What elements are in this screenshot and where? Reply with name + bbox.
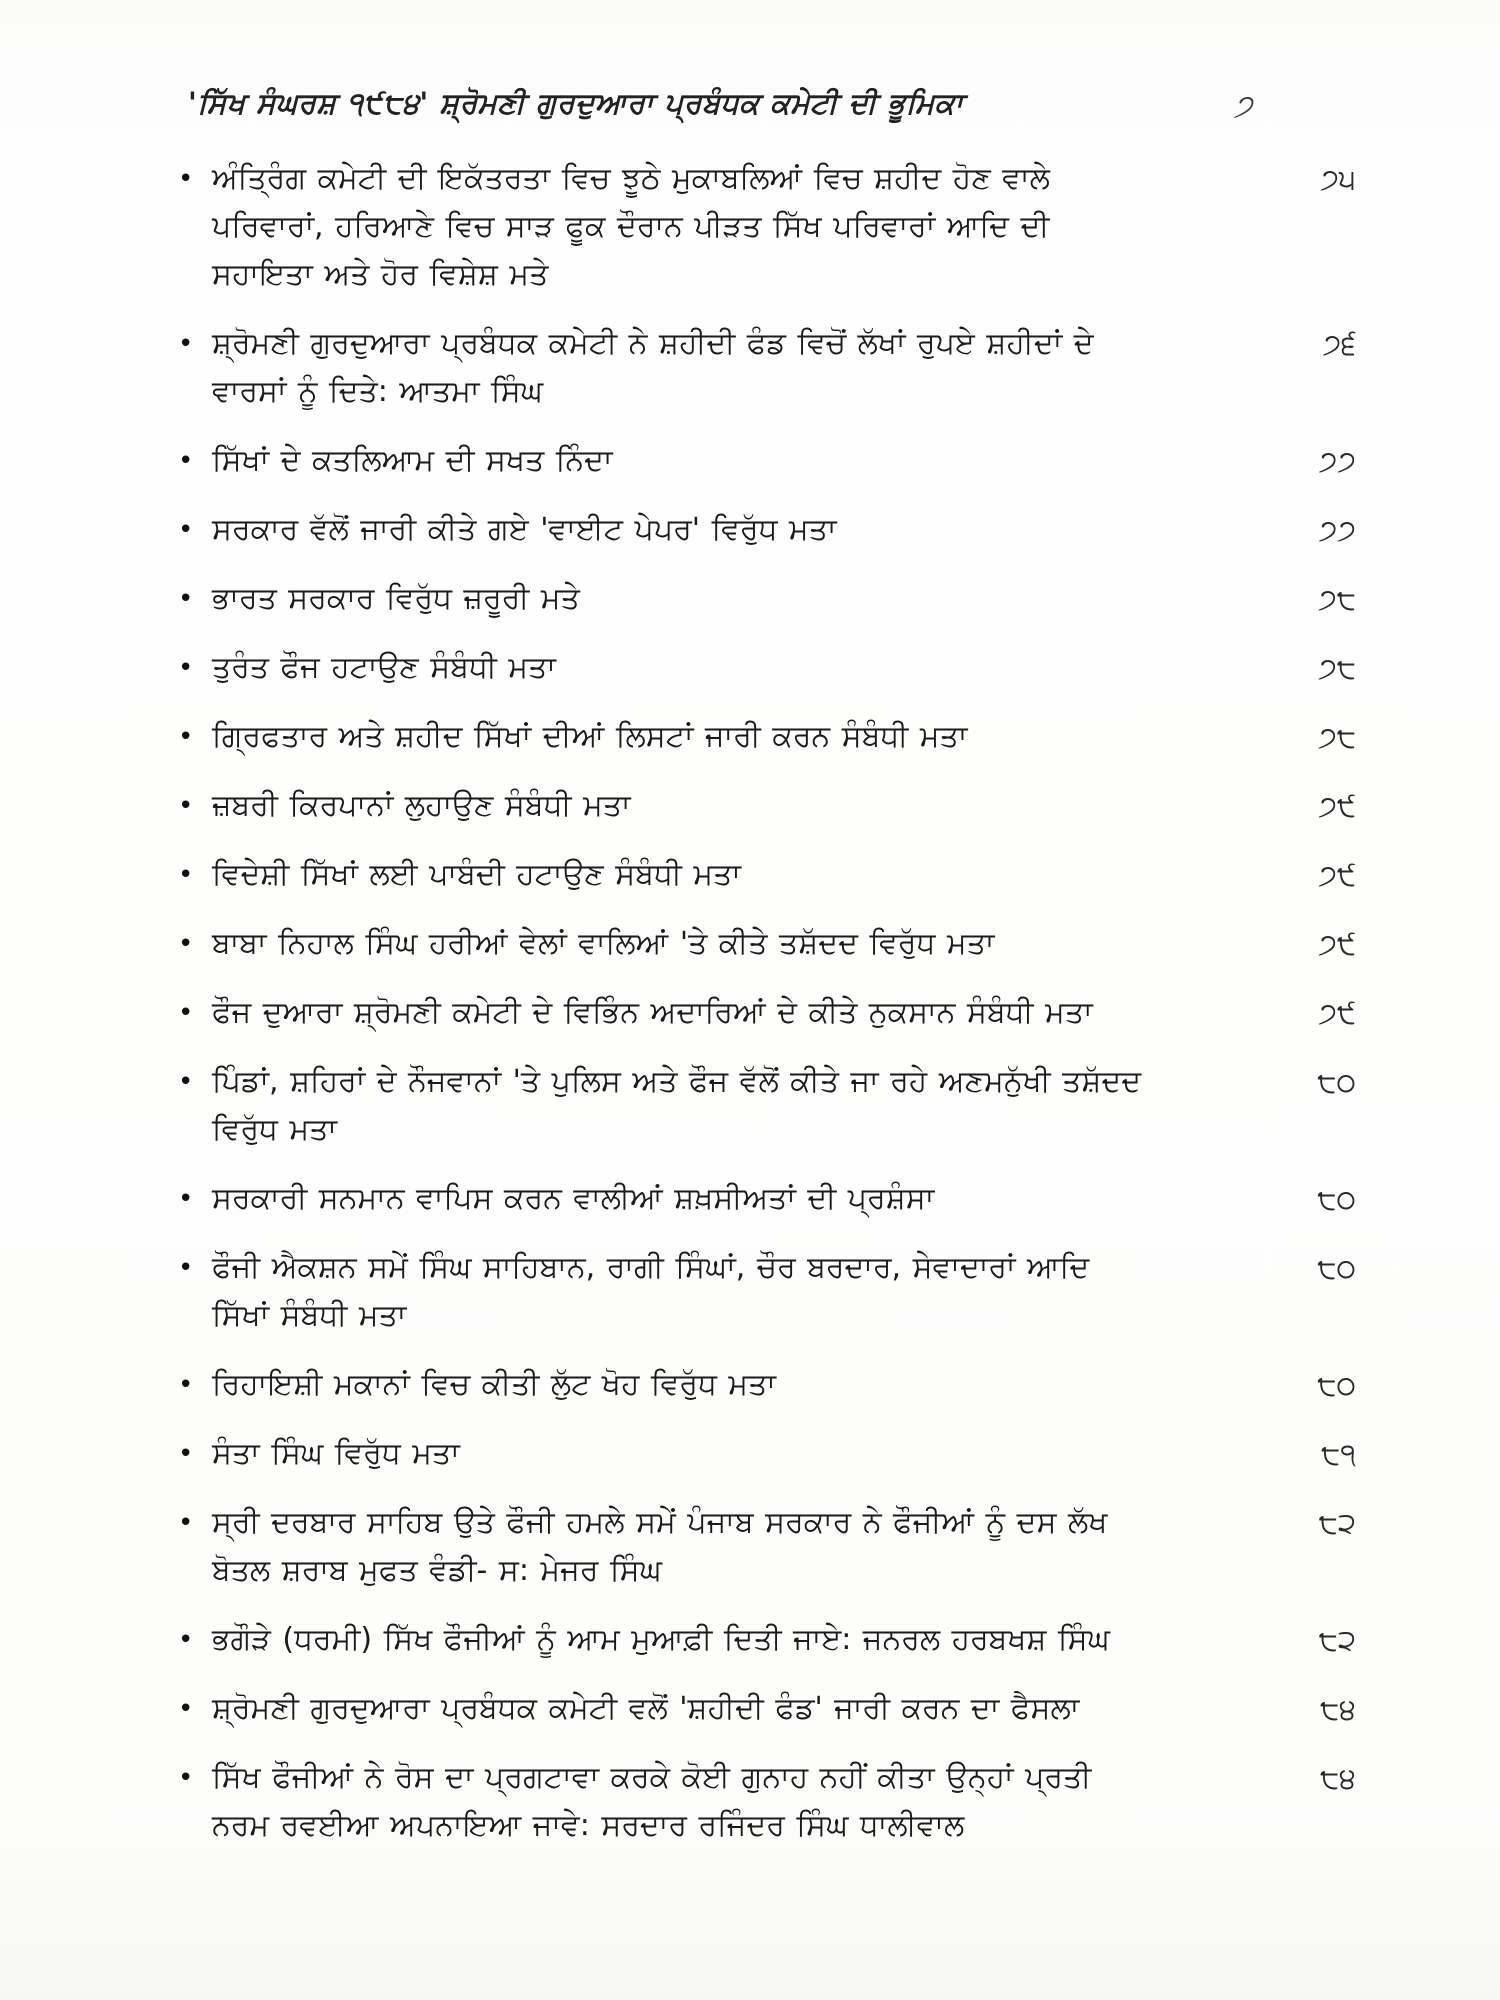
bullet-icon xyxy=(178,782,212,830)
bullet-icon xyxy=(178,1175,212,1223)
bullet-icon xyxy=(178,1244,212,1292)
bullet-icon xyxy=(178,644,212,692)
toc-item-page-number: ੭੯ xyxy=(1318,996,1356,1030)
toc-item-text: ਭਾਰਤ ਸਰਕਾਰ ਵਿਰੁੱਧ ਜ਼ਰੂਰੀ ਮਤੇ xyxy=(212,581,580,616)
toc-item-page-number: ੭੮ xyxy=(1318,651,1356,685)
toc-item-text: ਸਰਕਾਰ ਵੱਲੋਂ ਜਾਰੀ ਕੀਤੇ ਗਏ 'ਵਾਈਟ ਪੇਪਰ' ਵਿਰੁੱਧ ਮਤਾ xyxy=(212,512,837,547)
toc-row xyxy=(178,320,1370,416)
toc-item-text: ਸਰਕਾਰੀ ਸਨਮਾਨ ਵਾਪਿਸ ਕਰਨ ਵਾਲੀਆਂ ਸ਼ਖ਼ਸੀਅਤਾਂ ਦੀ ਪ੍ਰਸ਼ੰਸਾ xyxy=(212,1181,935,1216)
toc-item-text: ਗ੍ਰਿਫਤਾਰ ਅਤੇ ਸ਼ਹੀਦ ਸਿੱਖਾਂ ਦੀਆਂ ਲਿਸਟਾਂ ਜਾਰੀ ਕਰਨ ਸੰਬੰਧੀ ਮਤਾ xyxy=(212,719,968,754)
bullet-icon xyxy=(178,1685,212,1733)
toc-item-text: ਭਗੌੜੇ (ਧਰਮੀ) ਸਿੱਖ ਫੌਜੀਆਂ ਨੂੰ ਆਮ ਮੁਆਫ਼ੀ ਦਿਤੀ ਜਾਏ: ਜਨਰਲ ਹਰਬਖਸ਼ ਸਿੰਘ xyxy=(212,1622,1110,1657)
bullet-icon xyxy=(178,1361,212,1409)
toc-row xyxy=(178,1499,1370,1595)
toc-item-text: ਜ਼ਬਰੀ ਕਿਰਪਾਨਾਂ ਲੁਹਾਉਣ ਸੰਬੰਧੀ ਮਤਾ xyxy=(212,788,631,823)
toc-item-text: ਤੁਰੰਤ ਫੌਜ ਹਟਾਉਣ ਸੰਬੰਧੀ ਮਤਾ xyxy=(212,650,556,685)
toc-item-text: ਸ਼੍ਰੋਮਣੀ ਗੁਰਦੁਆਰਾ ਪ੍ਰਬੰਧਕ ਕਮੇਟੀ ਨੇ ਸ਼ਹੀਦੀ ਫੰਡ ਵਿਚੋਂ ਲੱਖਾਂ ਰੁਪਏ ਸ਼ਹੀਦਾਂ ਦੇ ਵਾਰਸਾਂ ਨੂੰ ਦਿਤੇ: ਆਤਮਾ ਸਿੰਘ xyxy=(212,326,1094,409)
toc-item-text: ਬਾਬਾ ਨਿਹਾਲ ਸਿੰਘ ਹਰੀਆਂ ਵੇਲਾਂ ਵਾਲਿਆਂ 'ਤੇ ਕੀਤੇ ਤਸ਼ੱਦਦ ਵਿਰੁੱਧ ਮਤਾ xyxy=(212,926,995,961)
toc-item-text: ਸ੍ਰੀ ਦਰਬਾਰ ਸਾਹਿਬ ਉਤੇ ਫੌਜੀ ਹਮਲੇ ਸਮੇਂ ਪੰਜਾਬ ਸਰਕਾਰ ਨੇ ਫੌਜੀਆਂ ਨੂੰ ਦਸ ਲੱਖ ਬੋਤਲ ਸ਼ਰਾਬ ਮੁਫਤ ਵੰਡੀ- ਸ: ਮੇਜਰ ਸਿੰਘ xyxy=(212,1505,1108,1588)
toc-row xyxy=(178,851,1370,899)
toc-item-text: ਸਿੱਖ ਫੌਜੀਆਂ ਨੇ ਰੋਸ ਦਾ ਪ੍ਰਗਟਾਵਾ ਕਰਕੇ ਕੋਈ ਗੁਨਾਹ ਨਹੀਂ ਕੀਤਾ ਉਨ੍ਹਾਂ ਪ੍ਰਤੀ ਨਰਮ ਰਵਈਆ ਅਪਨਾਇਆ ਜਾਵੇ: ਸਰਦਾਰ ਰਜਿੰਦਰ ਸਿੰਘ ਧਾਲੀਵਾਲ xyxy=(212,1760,1092,1843)
toc-row xyxy=(178,1754,1370,1850)
toc-row xyxy=(178,155,1370,299)
chapter-title: 'ਸਿੱਖ ਸੰਘਰਸ਼ ੧੯੮੪' ਸ਼੍ਰੋਮਣੀ ਗੁਰਦੁਆਰਾ ਪ੍ਰਬੰਧਕ ਕਮੇਟੀ ਦੀ ਭੂਮਿਕਾ xyxy=(188,86,964,120)
toc-item-page-number: ੭੯ xyxy=(1318,789,1356,823)
toc-row xyxy=(178,713,1370,761)
toc-row xyxy=(178,989,1370,1037)
toc-item-page-number: ੭੮ xyxy=(1318,720,1356,754)
toc-item-page-number: ੮੪ xyxy=(1320,1761,1356,1795)
toc-row xyxy=(178,1175,1370,1223)
page-header xyxy=(0,0,1500,125)
toc-row xyxy=(178,644,1370,692)
toc-item-page-number: ੭੭ xyxy=(1318,444,1356,478)
toc-item-text: ਰਿਹਾਇਸ਼ੀ ਮਕਾਨਾਂ ਵਿਚ ਕੀਤੀ ਲੁੱਟ ਖੋਹ ਵਿਰੁੱਧ ਮਤਾ xyxy=(212,1367,776,1402)
toc-row xyxy=(178,920,1370,968)
toc-item-page-number: ੭੯ xyxy=(1318,858,1356,892)
toc-item-page-number: ੭੭ xyxy=(1318,513,1356,547)
bullet-icon xyxy=(178,320,212,368)
bullet-icon xyxy=(178,1058,212,1106)
toc-row xyxy=(178,1058,1370,1154)
toc-item-page-number: ੮੦ xyxy=(1317,1065,1356,1099)
toc-item-page-number: ੭੮ xyxy=(1318,582,1356,616)
bullet-icon xyxy=(178,575,212,623)
toc-item-page-number: ੭੫ xyxy=(1320,162,1356,196)
table-of-contents xyxy=(0,155,1500,1850)
bullet-icon xyxy=(178,989,212,1037)
bullet-icon xyxy=(178,1754,212,1802)
toc-item-page-number: ੮੨ xyxy=(1318,1623,1356,1657)
bullet-icon xyxy=(178,713,212,761)
toc-item-text: ਸ਼੍ਰੋਮਣੀ ਗੁਰਦੁਆਰਾ ਪ੍ਰਬੰਧਕ ਕਮੇਟੀ ਵਲੋਂ 'ਸ਼ਹੀਦੀ ਫੰਡ' ਜਾਰੀ ਕਰਨ ਦਾ ਫੈਸਲਾ xyxy=(212,1691,1080,1726)
bullet-icon xyxy=(178,920,212,968)
toc-item-page-number: ੮੨ xyxy=(1318,1506,1356,1540)
toc-item-text: ਪਿੰਡਾਂ, ਸ਼ਹਿਰਾਂ ਦੇ ਨੌਜਵਾਨਾਂ 'ਤੇ ਪੁਲਿਸ ਅਤੇ ਫੌਜ ਵੱਲੋਂ ਕੀਤੇ ਜਾ ਰਹੇ ਅਣਮਨੁੱਖੀ ਤਸ਼ੱਦਦ ਵਿਰੁੱਧ ਮਤਾ xyxy=(212,1064,1142,1147)
toc-item-page-number: ੮੦ xyxy=(1317,1251,1356,1285)
toc-row xyxy=(178,1430,1370,1478)
toc-row xyxy=(178,506,1370,554)
toc-row xyxy=(178,1616,1370,1664)
toc-item-text: ਵਿਦੇਸ਼ੀ ਸਿੱਖਾਂ ਲਈ ਪਾਬੰਦੀ ਹਟਾਉਣ ਸੰਬੰਧੀ ਮਤਾ xyxy=(212,857,741,892)
toc-row xyxy=(178,575,1370,623)
toc-row xyxy=(178,782,1370,830)
toc-item-page-number: ੮੦ xyxy=(1317,1182,1356,1216)
toc-item-page-number: ੮੦ xyxy=(1317,1368,1356,1402)
bullet-icon xyxy=(178,506,212,554)
toc-item-text: ਸਿੱਖਾਂ ਦੇ ਕਤਲਿਆਮ ਦੀ ਸਖਤ ਨਿੰਦਾ xyxy=(212,443,613,478)
folio-page-number: ੭ xyxy=(1231,88,1254,125)
toc-item-page-number: ੮੪ xyxy=(1320,1692,1356,1726)
toc-item-page-number: ੭੯ xyxy=(1318,927,1356,961)
toc-row xyxy=(178,1361,1370,1409)
toc-item-text: ਸੰਤਾ ਸਿੰਘ ਵਿਰੁੱਧ ਮਤਾ xyxy=(212,1436,460,1471)
toc-item-page-number: ੮੧ xyxy=(1321,1437,1356,1471)
bullet-icon xyxy=(178,437,212,485)
bullet-icon xyxy=(178,155,212,203)
toc-row xyxy=(178,1685,1370,1733)
toc-row xyxy=(178,1244,1370,1340)
bullet-icon xyxy=(178,1430,212,1478)
bullet-icon xyxy=(178,1616,212,1664)
toc-item-text: ਫੌਜੀ ਐਕਸ਼ਨ ਸਮੇਂ ਸਿੰਘ ਸਾਹਿਬਾਨ, ਰਾਗੀ ਸਿੰਘਾਂ, ਚੌਰ ਬਰਦਾਰ, ਸੇਵਾਦਾਰਾਂ ਆਦਿ ਸਿੱਖਾਂ ਸੰਬੰਧੀ ਮਤਾ xyxy=(212,1250,1090,1333)
toc-row xyxy=(178,437,1370,485)
toc-item-text: ਅੰਤ੍ਰਿੰਗ ਕਮੇਟੀ ਦੀ ਇਕੱਤਰਤਾ ਵਿਚ ਝੂਠੇ ਮੁਕਾਬਲਿਆਂ ਵਿਚ ਸ਼ਹੀਦ ਹੋਣ ਵਾਲੇ ਪਰਿਵਾਰਾਂ, ਹਰਿਆਣੇ ਵਿਚ ਸਾੜ ਫੂਕ ਦੌਰਾਨ ਪੀੜਤ ਸਿੱਖ ਪਰਿਵਾਰਾਂ ਆਦਿ ਦੀ ਸਹਾਇਤਾ ਅਤੇ ਹੋਰ ਵਿਸ਼ੇਸ਼ ਮਤੇ xyxy=(212,161,1050,292)
bullet-icon xyxy=(178,851,212,899)
toc-item-text: ਫੌਜ ਦੁਆਰਾ ਸ਼੍ਰੋਮਣੀ ਕਮੇਟੀ ਦੇ ਵਿਭਿੰਨ ਅਦਾਰਿਆਂ ਦੇ ਕੀਤੇ ਨੁਕਸਾਨ ਸੰਬੰਧੀ ਮਤਾ xyxy=(212,995,1093,1030)
toc-item-page-number: ੭੬ xyxy=(1322,327,1356,361)
bullet-icon xyxy=(178,1499,212,1547)
